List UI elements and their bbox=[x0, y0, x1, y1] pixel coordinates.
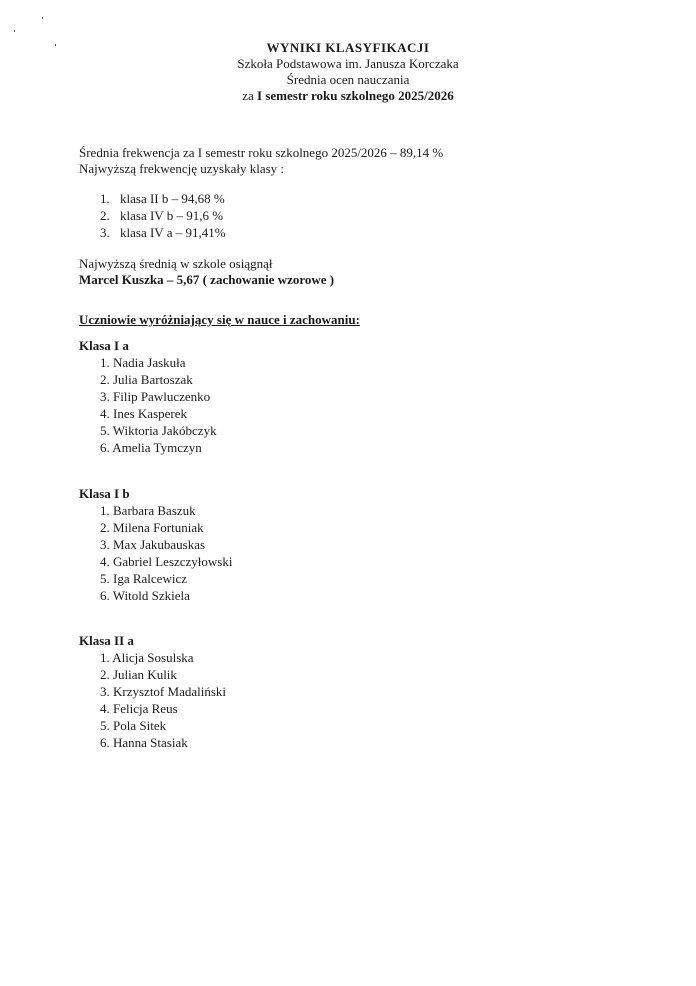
distinguished-heading: Uczniowie wyróżniający się w nauce i zachowaniu: bbox=[79, 312, 360, 327]
list-item: 4. Gabriel Leszczyłowski bbox=[100, 554, 233, 569]
document-title: WYNIKI KLASYFIKACJI bbox=[266, 40, 430, 55]
scan-speck bbox=[42, 17, 43, 19]
list-item: 1. Nadia Jaskuła bbox=[100, 355, 186, 370]
attendance-top-list bbox=[100, 190, 226, 241]
list-item: 5. Pola Sitek bbox=[100, 718, 167, 733]
class-title-1a: Klasa I a bbox=[79, 338, 129, 353]
list-item: 1. Alicja Sosulska bbox=[100, 650, 194, 665]
student-list-1b bbox=[100, 502, 232, 604]
attendance-average: Średnia frekwencja za I semestr roku szkolnego 2025/2026 – 89,14 % bbox=[79, 145, 444, 160]
list-item: 3. Krzysztof Madaliński bbox=[100, 684, 227, 699]
list-item: 3. Filip Pawluczenko bbox=[100, 389, 211, 404]
list-item: 6. Hanna Stasiak bbox=[100, 735, 188, 750]
top-average-label: Najwyższą średnią w szkole osiągnął bbox=[79, 256, 273, 271]
list-item: 2. Julia Bartoszak bbox=[100, 372, 193, 387]
document-header bbox=[0, 40, 696, 104]
document-subtitle: Średnia ocen nauczania bbox=[286, 72, 410, 87]
semester-prefix: za bbox=[242, 88, 258, 103]
list-item: 2. klasa IV b – 91,6 % bbox=[100, 208, 224, 223]
list-item: 4. Ines Kasperek bbox=[100, 406, 187, 421]
list-item: 3. Max Jakubauskas bbox=[100, 537, 206, 552]
class-title-1b: Klasa I b bbox=[79, 486, 130, 501]
list-item: 4. Felicja Reus bbox=[100, 701, 178, 716]
attendance-top-label: Najwyższą frekwencję uzyskały klasy : bbox=[79, 161, 285, 176]
student-list-1a bbox=[100, 354, 217, 456]
school-name: Szkoła Podstawowa im. Janusza Korczaka bbox=[237, 56, 459, 71]
top-average-student: Marcel Kuszka – 5,67 ( zachowanie wzorowe ) bbox=[79, 272, 335, 287]
student-list-2a bbox=[100, 649, 226, 751]
list-item: 6. Witold Szkiela bbox=[100, 588, 190, 603]
scan-speck bbox=[14, 30, 15, 32]
semester-line bbox=[0, 88, 696, 104]
list-item: 5. Iga Ralcewicz bbox=[100, 571, 187, 586]
list-item: 6. Amelia Tymczyn bbox=[100, 440, 202, 455]
list-item: 1. Barbara Baszuk bbox=[100, 503, 196, 518]
list-item: 5. Wiktoria Jakóbczyk bbox=[100, 423, 217, 438]
list-item: 2. Milena Fortuniak bbox=[100, 520, 204, 535]
list-item: 1. klasa II b – 94,68 % bbox=[100, 191, 225, 206]
list-item: 2. Julian Kulik bbox=[100, 667, 177, 682]
class-title-2a: Klasa II a bbox=[79, 633, 134, 648]
semester-bold: I semestr roku szkolnego 2025/2026 bbox=[257, 88, 454, 103]
list-item: 3. klasa IV a – 91,41% bbox=[100, 225, 226, 240]
